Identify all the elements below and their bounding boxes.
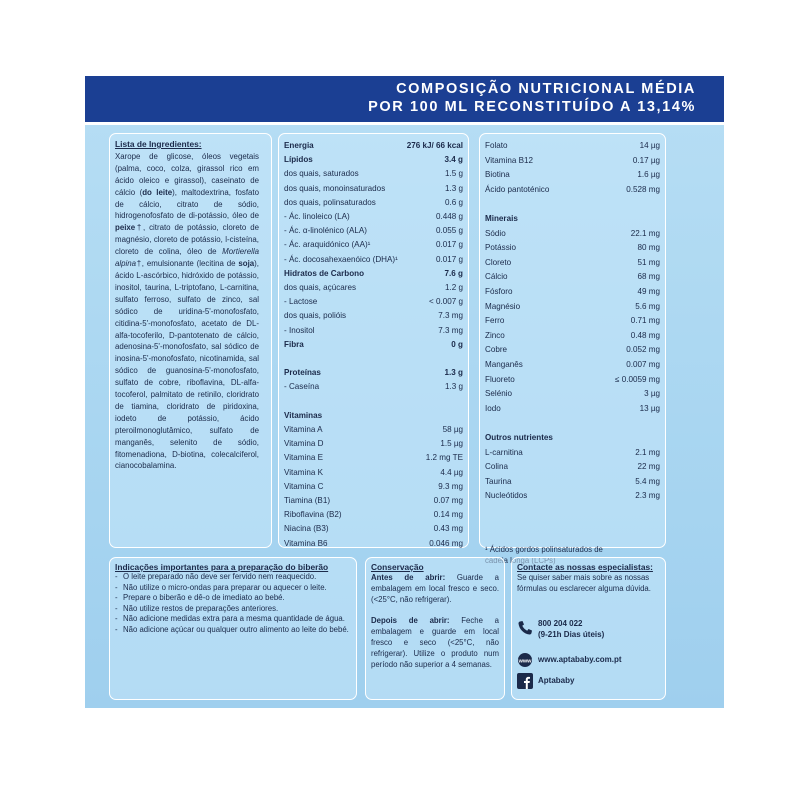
nutrient-name: Vitamina A	[284, 425, 323, 434]
nutrient-value: 22 mg	[637, 462, 660, 472]
nutrient-row	[485, 403, 660, 414]
nutrient-value: 5.4 mg	[635, 476, 660, 486]
nutrient-row	[284, 339, 463, 350]
nutrient-row	[485, 242, 660, 253]
nutrient-row	[485, 388, 660, 399]
nutrient-row	[485, 330, 660, 341]
nutrient-row	[284, 225, 463, 236]
nutrient-row	[284, 140, 463, 151]
nutrient-value: 7.3 mg	[438, 311, 463, 321]
nutrient-row	[284, 183, 463, 194]
nutrient-value: 0.17 µg	[632, 155, 660, 165]
nutrient-name: Cálcio	[485, 272, 508, 282]
nutrient-name: Potássio	[485, 243, 517, 253]
nutrient-row	[485, 432, 660, 443]
lcp-footnote: ¹ Ácidos gordos polinsaturados de	[485, 545, 603, 554]
nutrient-row	[485, 301, 660, 312]
nutrient-name: dos quais, polióis	[284, 311, 347, 321]
nutrient-name: Fibra	[284, 339, 304, 349]
nutrient-value: 13 µg	[639, 403, 660, 413]
nutrient-name: dos quais, saturados	[284, 169, 359, 179]
nutrient-row	[284, 424, 463, 435]
nutrient-value: 4.4 µg	[440, 467, 463, 477]
nutrient-name: L-carnitina	[485, 447, 523, 457]
nutrient-name: Vitamina C	[284, 481, 324, 491]
nutrient-row	[284, 296, 463, 307]
nutrient-value: 0.43 mg	[433, 524, 463, 534]
nutrient-value: 0.448 g	[435, 212, 463, 221]
nutrient-row	[284, 168, 463, 179]
nutrient-name: Taurina	[485, 476, 512, 486]
ingredient-mortierella: Mortierella alpina	[115, 247, 259, 269]
ingredients-part: Xarope de glicose, óleos vegetais (palma, coco, colza, girassol rico em ácido oleico e girassol), caseinato de cálcio (	[115, 151, 259, 197]
nutrient-name: Minerais	[485, 214, 518, 223]
nutrient-value: 0.07 mg	[433, 496, 463, 505]
nutrient-name: Vitaminas	[284, 410, 323, 420]
nutrient-row	[485, 417, 660, 428]
conservation-before	[371, 572, 499, 605]
nutrient-value: 276 kJ/ 66 kcal	[406, 141, 463, 150]
nutrient-name: dos quais, açúcares	[284, 283, 356, 292]
conservation-title: Conservação	[371, 562, 424, 572]
before-label: Antes de abrir:	[371, 573, 446, 582]
nutrient-row	[284, 325, 463, 336]
nutrient-value: 80 mg	[637, 243, 660, 253]
nutrient-value: 1.3 g	[444, 183, 463, 193]
nutrient-row	[284, 495, 463, 506]
nutrient-row	[284, 310, 463, 321]
nutrient-value: 0.017 g	[435, 254, 463, 264]
nutrient-value: 0.055 g	[435, 226, 463, 236]
facebook-icon	[517, 673, 533, 689]
conservation-after	[371, 615, 499, 670]
nutrient-value: 9.3 mg	[438, 481, 463, 491]
ingredients-text	[115, 139, 259, 472]
ingredients-part: ), ácido L-ascórbico, hidróxido de potássio, inositol, taurina, L-triptofano, L-carnitina, sulfato ferroso, sulfato de zinco, sal sódico de uridina-5'-monofosfato, citidina-5'-monofosfato, acetato de DL-alfa-tocoferilo, D-pantotenato de cálcio, adenosina-5'-monofosfato, sal sódico de inosina-5'-monofosfato, nicotinamida, sal sódico de guanosina-5'-monofosfato, sulfato de cobre, riboflavina, DL-alfa-tocoferol, palmitato de retinilo, cloridrato de tiamina, cloridrato de piridoxina, iodeto de potássio, ácido pteroilmonoglutâmico, sulfato de manganês, selenito de sódio, fitomenadiona, D-biotina, colecalciferol, cianocobalamina.	[115, 259, 259, 471]
nutrient-row	[485, 140, 660, 151]
nutrient-name: Sódio	[485, 228, 506, 238]
nutrient-name: - Inositol	[284, 325, 315, 335]
nutrient-name: Outros nutrientes	[485, 433, 553, 442]
nutrient-name: Niacina (B3)	[284, 524, 329, 534]
ingredients-box	[109, 133, 272, 548]
nutrient-row	[485, 359, 660, 370]
nutrient-row	[284, 197, 463, 208]
nutrient-value: 0.48 mg	[630, 330, 660, 340]
nutrient-value: < 0.007 g	[429, 297, 463, 307]
nutrient-row	[485, 169, 660, 180]
nutrient-name: Manganês	[485, 360, 523, 369]
nutrient-name: Colina	[485, 462, 508, 472]
nutrient-row	[284, 154, 463, 165]
preparation-box	[109, 557, 357, 700]
nutrient-row	[284, 211, 463, 222]
nutrient-name: Cobre	[485, 345, 508, 355]
nutrient-value: 0.046 mg	[429, 538, 463, 548]
contact-box	[511, 557, 666, 700]
nutrient-row	[485, 257, 660, 268]
nutrient-row	[284, 282, 463, 293]
nutrient-row	[284, 481, 463, 492]
preparation-item: - Não utilize o micro-ondas para preparar ou aquecer o leite.	[115, 583, 351, 594]
contact-website[interactable]: www.aptababy.com.pt	[538, 655, 622, 664]
nutrient-name: Lípidos	[284, 155, 313, 165]
nutrient-name: Tiamina (B1)	[284, 496, 331, 505]
preparation-item: - Prepare o biberão e dê-o de imediato ao bebé.	[115, 593, 351, 604]
preparation-section	[115, 562, 351, 635]
nutrient-row	[284, 523, 463, 534]
nutrient-name: - Lactose	[284, 297, 318, 307]
nutrient-name: Vitamina D	[284, 439, 324, 449]
ingredients-part: ), maltodextrina, fosfato de cálcio, citrato de sódio, hidrogenofosfato de di-potássio, óleo de	[115, 187, 260, 221]
conservation-box	[365, 557, 505, 700]
nutrient-name: - Ác. linoleico (LA)	[284, 212, 350, 221]
nutrient-name: Vitamina B12	[485, 155, 533, 165]
nutrient-name: dos quais, monoinsaturados	[284, 183, 386, 193]
nutrient-name: Ferro	[485, 316, 505, 326]
nutrient-name: - Ác. araquidónico (AA)¹	[284, 240, 371, 250]
nutrient-row	[284, 452, 463, 463]
contact-facebook[interactable]: Aptababy	[538, 676, 575, 685]
nutrient-value: 0.71 mg	[630, 316, 660, 326]
nutrient-value: 3.4 g	[444, 155, 463, 165]
nutrient-row	[485, 155, 660, 166]
preparation-title: Indicações importantes para a preparação do biberão	[115, 562, 329, 572]
nutrient-name: Biotina	[485, 170, 510, 180]
nutrient-row	[485, 476, 660, 487]
nutrient-name: Energia	[284, 141, 314, 150]
nutrient-row	[284, 410, 463, 421]
preparation-item: - Não adicione medidas extra para a mesma quantidade de água.	[115, 614, 351, 625]
contact-phone[interactable]: 800 204 022	[538, 619, 583, 628]
ingredients-part: †, citrato de potássio, cloreto de magnésio, cloreto de potássio, l-cisteína, cloreto de colina, óleo de	[115, 223, 259, 257]
nutrient-value: 1.5 g	[444, 169, 463, 179]
globe-icon	[517, 652, 533, 668]
preparation-item: - O leite preparado não deve ser fervido nem reaquecido.	[115, 572, 351, 583]
nutrient-row	[485, 286, 660, 297]
nutrient-row	[284, 438, 463, 449]
nutrition-table-right	[479, 133, 666, 554]
nutrient-name: Fluoreto	[485, 374, 515, 384]
nutrient-row	[284, 396, 463, 407]
nutrient-name: - Ác. α-linolénico (ALA)	[284, 226, 367, 236]
nutrient-value: 3 µg	[644, 389, 660, 399]
nutrient-name: Folato	[485, 141, 508, 150]
nutrient-name: Ácido pantoténico	[485, 184, 550, 194]
nutrient-value: 0.017 g	[435, 240, 463, 250]
header-title-line1: COMPOSIÇÃO NUTRICIONAL MÉDIA	[396, 81, 696, 97]
nutrient-value: 49 mg	[637, 287, 660, 296]
phone-icon	[517, 620, 533, 636]
nutrient-row	[485, 374, 660, 385]
nutrient-row	[284, 381, 463, 392]
nutrient-value: 22.1 mg	[630, 228, 660, 238]
nutrient-row	[485, 184, 660, 195]
nutrient-value: ≤ 0.0059 mg	[615, 374, 660, 384]
nutrient-value: 51 mg	[637, 257, 660, 267]
nutrient-row	[485, 490, 660, 501]
nutrient-value: 0.6 g	[444, 197, 463, 207]
nutrient-value: 68 mg	[637, 272, 660, 282]
nutrient-name: - Caseína	[284, 382, 320, 392]
nutrient-row	[284, 509, 463, 520]
nutrient-value: 1.3 g	[444, 368, 463, 378]
ingredients-part: †, emulsionante (lecitina de	[136, 259, 239, 269]
nutrient-value: 5.6 mg	[635, 301, 660, 311]
preparation-list	[115, 572, 351, 635]
allergen-fish: peixe	[115, 223, 136, 233]
nutrient-name: Magnésio	[485, 301, 521, 311]
nutrient-value: 0.528 mg	[626, 184, 660, 194]
nutrient-name: Vitamina B6	[284, 538, 328, 548]
nutrient-row	[284, 254, 463, 265]
nutrient-value: 7.6 g	[444, 268, 463, 278]
nutrient-value: 0 g	[451, 339, 463, 349]
svg-text:www: www	[518, 658, 532, 665]
nutrient-value: 1.2 mg TE	[425, 453, 463, 463]
after-text: Feche a embalagem e guarde em local fresco e seco (<25°C, não refrigerar). Utilize o produto num período não superior a 4 semanas.	[371, 616, 499, 669]
nutrient-value: 1.6 µg	[637, 170, 660, 180]
nutrient-name: Nucleótidos	[485, 491, 528, 501]
after-label: Depois de abrir:	[371, 616, 450, 625]
nutrient-value: 0.007 mg	[626, 360, 660, 369]
nutrient-name: Vitamina E	[284, 453, 323, 463]
conservation-section	[371, 562, 499, 670]
nutrient-row	[485, 447, 660, 458]
nutrient-name: Fósforo	[485, 287, 513, 296]
preparation-item: - Não utilize restos de preparações anteriores.	[115, 604, 351, 615]
nutrient-name: Cloreto	[485, 257, 512, 267]
nutrient-value: 1.2 g	[444, 283, 463, 292]
nutrient-value: 14 µg	[639, 141, 660, 150]
nutrient-value: 7.3 mg	[438, 325, 463, 335]
nutrient-name: - Ác. docosahexaenóico (DHA)¹	[284, 254, 398, 264]
nutrient-row	[485, 228, 660, 239]
nutrient-row	[485, 198, 660, 209]
contact-title: Contacte as nossas especialistas:	[517, 562, 653, 572]
ingredients-title: Lista de Ingredientes:	[115, 139, 202, 149]
nutrient-row	[284, 239, 463, 250]
contact-hours: (9-21h Dias úteis)	[538, 630, 605, 639]
nutrient-value: 1.3 g	[444, 382, 463, 392]
nutrient-name: Iodo	[485, 403, 501, 413]
nutrient-row	[485, 344, 660, 355]
nutrient-name: Proteínas	[284, 368, 321, 378]
nutrient-row	[485, 271, 660, 282]
preparation-item: - Não adicione açúcar ou qualquer outro alimento ao leite do bebé.	[115, 625, 351, 636]
nutrient-row	[284, 268, 463, 279]
nutrient-name: Selénio	[485, 389, 513, 399]
nutrient-row	[485, 315, 660, 326]
nutrient-row	[284, 538, 463, 549]
nutrient-value: 2.3 mg	[635, 491, 660, 501]
nutrient-name: Hidratos de Carbono	[284, 268, 365, 278]
nutrient-value: 0.14 mg	[433, 510, 463, 520]
nutrition-panel	[85, 76, 724, 708]
nutrient-name: dos quais, polinsaturados	[284, 197, 376, 207]
allergen-milk: do leite	[142, 187, 173, 197]
panel-header	[85, 76, 724, 125]
before-text: Guarde a embalagem em local fresco e seco. (<25°C, não refrigerar).	[371, 573, 500, 604]
nutrient-row	[284, 367, 463, 378]
nutrient-row	[485, 461, 660, 472]
nutrient-name: Vitamina K	[284, 467, 323, 477]
nutrient-name: Riboflavina (B2)	[284, 510, 342, 520]
nutrition-table-left	[278, 133, 469, 548]
header-title-line2: POR 100 ML RECONSTITUÍDO A 13,14%	[368, 99, 696, 115]
allergen-soy: soja	[238, 259, 255, 269]
nutrient-value: 2.1 mg	[635, 447, 660, 457]
contact-section	[517, 562, 660, 594]
nutrient-value: 1.5 µg	[440, 439, 463, 449]
nutrient-row	[485, 213, 660, 224]
contact-intro: Se quiser saber mais sobre as nossas fórmulas ou esclarecer alguma dúvida.	[517, 573, 651, 593]
nutrient-value: 0.052 mg	[626, 345, 660, 355]
nutrient-row	[284, 353, 463, 364]
nutrient-value: 58 µg	[442, 425, 463, 434]
nutrient-name: Zinco	[485, 330, 505, 340]
nutrient-row	[284, 467, 463, 478]
